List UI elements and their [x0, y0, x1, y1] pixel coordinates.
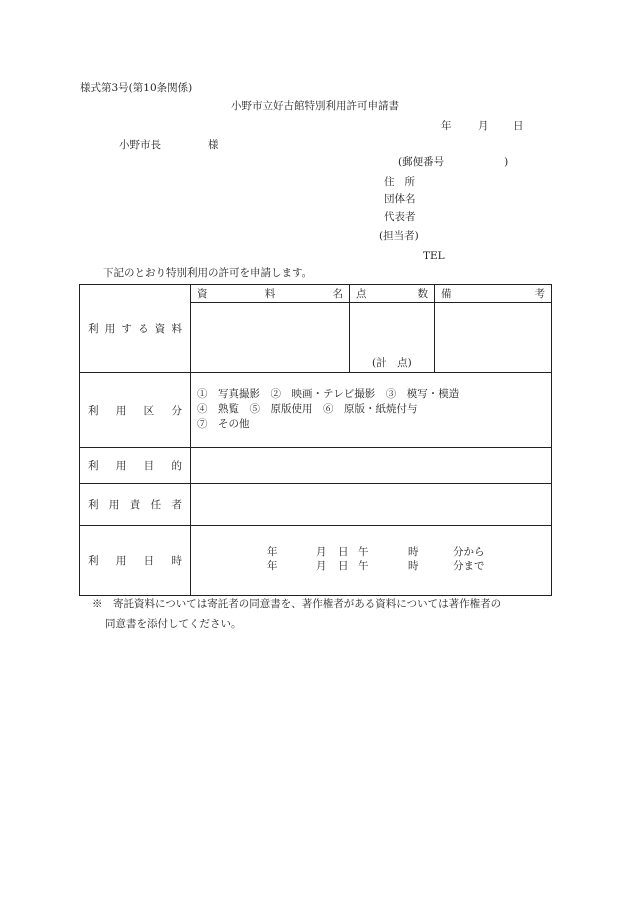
purpose-field[interactable]: [191, 448, 552, 484]
category-option-line: ① 写真撮影 ② 映画・テレビ撮影 ③ 模写・模造: [197, 388, 460, 400]
application-table: [79, 284, 552, 596]
dt-month: 月: [316, 560, 327, 572]
category-option-line: ⑦ その他: [197, 418, 250, 430]
dt-month: 月: [316, 546, 327, 558]
footnote-line-2: 同意書を添付してください。: [105, 618, 242, 630]
total-count-label: (計 点): [372, 357, 412, 369]
datetime-field[interactable]: [191, 526, 552, 596]
date-day-label: 日: [513, 120, 524, 132]
date-year-label: 年: [441, 120, 452, 132]
count-header-char: 数: [417, 287, 428, 300]
material-name-field[interactable]: [191, 303, 350, 373]
purpose-label: 利用目的: [80, 448, 191, 484]
dt-day: 日: [338, 546, 349, 558]
dt-hour: 時: [408, 546, 419, 558]
material-header-char: 名: [332, 287, 343, 300]
responsible-person-label: 利用責任者: [80, 484, 191, 526]
address-label: 住所: [384, 176, 425, 188]
material-name-header: [191, 285, 350, 303]
count-header-char: 点: [356, 287, 367, 300]
dt-hour: 時: [408, 560, 419, 572]
form-number: 様式第3号(第10条関係): [80, 82, 193, 94]
document-title: 小野市立好古館特別利用許可申請書: [231, 100, 399, 112]
date-month-label: 月: [478, 120, 489, 132]
intro-text: 下記のとおり特別利用の許可を申請します。: [103, 267, 313, 279]
dt-minute: 分まで: [453, 560, 485, 572]
remarks-header: [435, 285, 552, 303]
materials-label: 利用する資料: [80, 285, 191, 373]
datetime-to-row: [191, 559, 551, 573]
datetime-from-row: [191, 545, 551, 559]
dt-day: 日: [338, 560, 349, 572]
remarks-field[interactable]: [435, 303, 552, 373]
remarks-header-char: 備: [441, 287, 452, 300]
representative-label: 代表者: [384, 211, 416, 223]
tel-label: TEL: [423, 250, 445, 262]
dt-minute: 分から: [453, 546, 485, 558]
group-name-label: 団体名: [384, 193, 416, 205]
dt-ampm: 午: [358, 560, 369, 572]
postal-close: ): [504, 156, 509, 168]
category-option-line: ④ 熟覧 ⑤ 原版使用 ⑥ 原版・紙焼付与: [197, 403, 418, 415]
dt-year: 年: [267, 546, 278, 558]
dt-year: 年: [267, 560, 278, 572]
material-header-char: 資: [197, 287, 208, 300]
count-field[interactable]: [350, 303, 435, 373]
contact-person-label: (担当者): [379, 230, 419, 242]
postal-open: (郵便番号: [398, 156, 445, 168]
dt-ampm: 午: [358, 546, 369, 558]
category-label: 利用区分: [80, 373, 191, 448]
honorific: 様: [208, 139, 219, 151]
count-header: [350, 285, 435, 303]
addressee: 小野市長: [119, 139, 161, 151]
datetime-label: 利用日時: [80, 526, 191, 596]
responsible-person-field[interactable]: [191, 484, 552, 526]
remarks-header-char: 考: [534, 287, 545, 300]
postal-code-field: [398, 157, 508, 168]
footnote-line-1: ※ 寄託資料については寄託者の同意書を、著作権者がある資料については著作権者の: [92, 598, 502, 610]
category-options[interactable]: [191, 373, 552, 448]
material-header-char: 料: [264, 287, 276, 300]
